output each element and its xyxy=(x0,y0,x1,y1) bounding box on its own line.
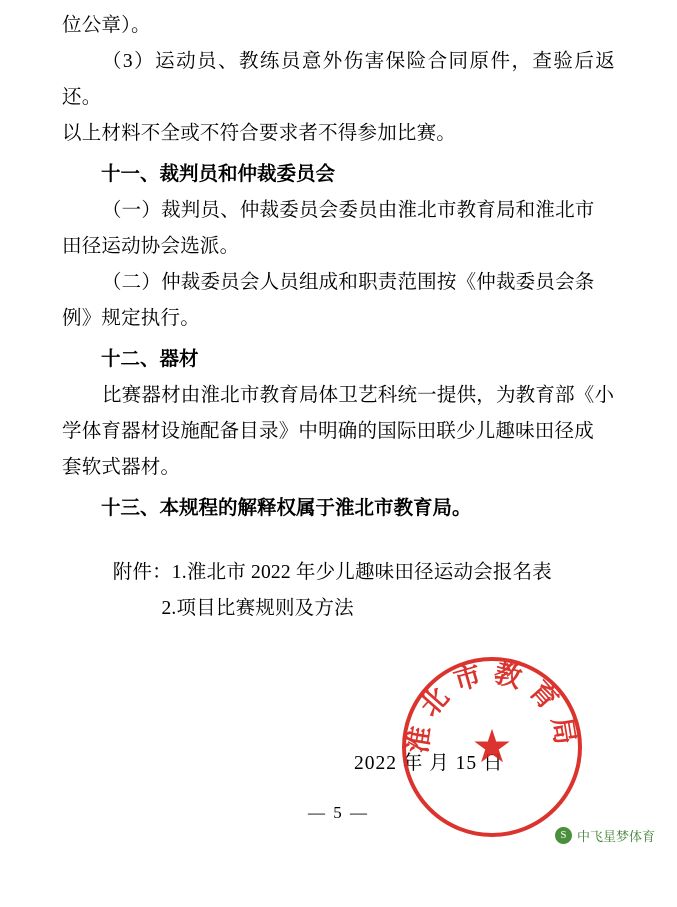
paragraph-line: 例》规定执行。 xyxy=(62,308,200,329)
document-date: 2022 年 月 15 日 xyxy=(354,753,504,774)
paragraph-line: 比赛器材由淮北市教育局体卫艺科统一提供，为教育部《小 xyxy=(101,385,615,406)
seal-star-icon: ★ xyxy=(471,721,513,772)
paragraph-line: （一）裁判员、仲裁委员会委员由淮北市教育局和淮北市 xyxy=(101,200,595,221)
paragraph-line: 位公章）。 xyxy=(62,15,151,36)
paragraph-line: （3）运动员、教练员意外伤害保险合同原件，查验后返还。 xyxy=(62,51,615,108)
paragraph-line: 学体育器材设施配备目录》中明确的国际田联少儿趣味田径成 xyxy=(62,421,594,442)
attachment-list xyxy=(62,555,615,627)
signature-area xyxy=(62,657,615,907)
watermark-badge-icon: S xyxy=(555,827,572,844)
section-heading: 十二、器材 xyxy=(101,349,199,370)
paragraph-line: 套软式器材。 xyxy=(62,457,181,478)
watermark xyxy=(555,826,655,845)
paragraph-line: 以上材料不全或不符合要求者不得参加比赛。 xyxy=(62,123,457,144)
section-heading: 十一、裁判员和仲裁委员会 xyxy=(101,164,336,185)
paragraph-line: （二）仲裁委员会人员组成和职责范围按《仲裁委员会条 xyxy=(101,272,595,293)
attachment-item: 2.项目比赛规则及方法 xyxy=(161,598,354,619)
page-number: — 5 — xyxy=(308,803,369,822)
watermark-label: 中飞星梦体育 xyxy=(576,829,655,844)
svg-text:淮北市教育局: 淮北市教育局 xyxy=(402,657,582,756)
document-body xyxy=(62,8,615,527)
section-heading: 十三、本规程的解释权属于淮北市教育局。 xyxy=(101,498,472,519)
attachment-item: 附件：1.淮北市 2022 年少儿趣味田径运动会报名表 xyxy=(112,562,552,583)
paragraph-line: 田径运动协会选派。 xyxy=(62,236,240,257)
